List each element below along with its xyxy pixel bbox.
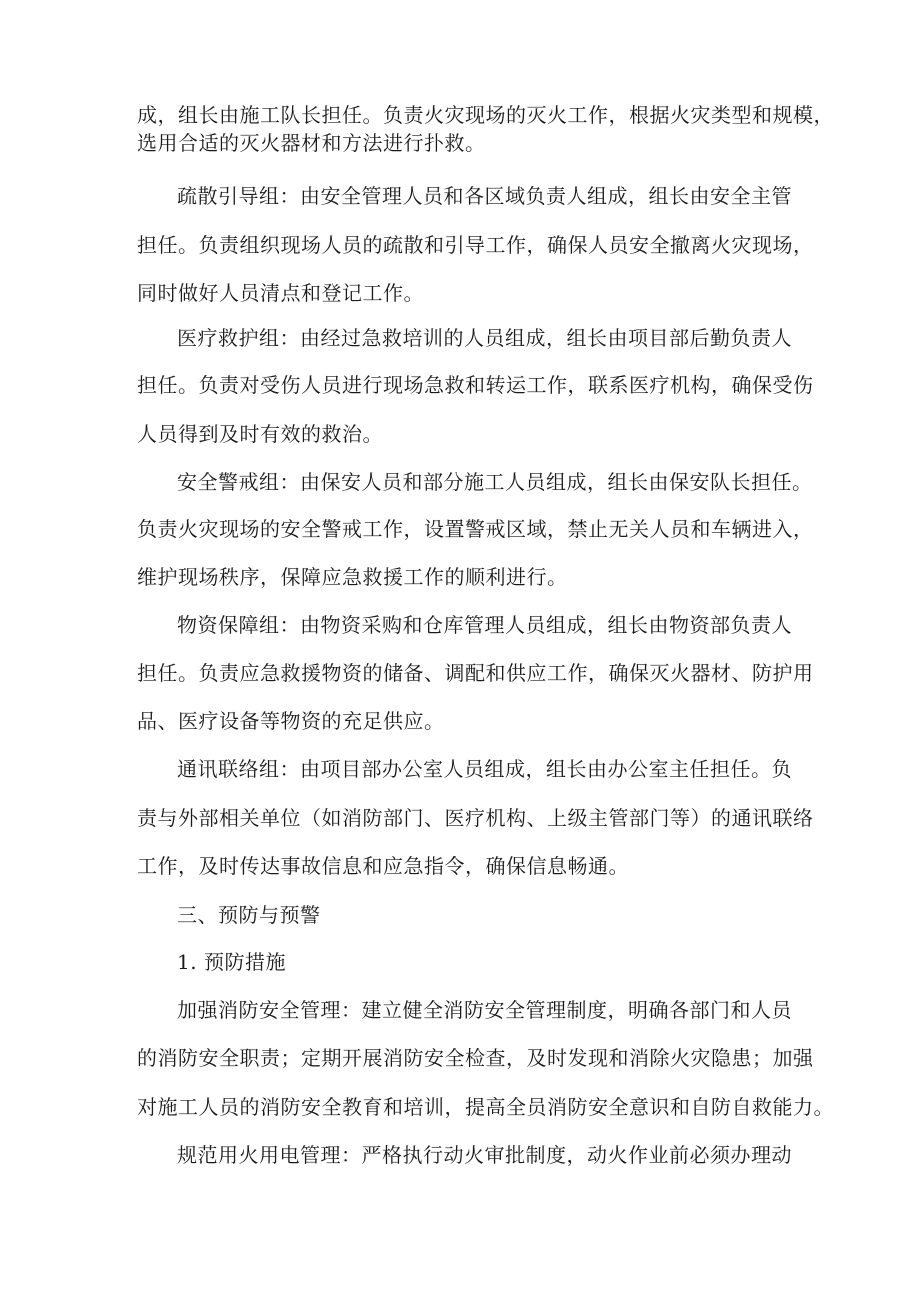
text-line: 担任。负责对受伤人员进行现场急救和转运工作，联系医疗机构，确保受伤 <box>137 373 814 397</box>
text-line: 选用合适的灭火器材和方法进行扑救。 <box>137 131 486 155</box>
subsection-heading: 1. 预防措施 <box>177 950 286 974</box>
paragraph-start-communication-group: 通讯联络组：由项目部办公室人员组成，组长由办公室主任担任。负 <box>177 757 792 781</box>
paragraph-start-security-group: 安全警戒组：由保安人员和部分施工人员组成，组长由保安队长担任。 <box>177 470 813 494</box>
text-line: 对施工人员的消防安全教育和培训，提高全员消防安全意识和自防自救能力。 <box>137 1095 834 1119</box>
paragraph-start-fire-electricity-management: 规范用火用电管理：严格执行动火审批制度，动火作业前必须办理动 <box>177 1143 792 1167</box>
text-line: 品、医疗设备等物资的充足供应。 <box>137 709 445 733</box>
text-line: 人员得到及时有效的救治。 <box>137 422 383 446</box>
text-line: 成，组长由施工队长担任。负责火灾现场的灭火工作，根据火灾类型和规模， <box>137 103 834 127</box>
paragraph-start-medical-group: 医疗救护组：由经过急救培训的人员组成，组长由项目部后勤负责人 <box>177 326 792 350</box>
text-line: 维护现场秩序，保障应急救援工作的顺利进行。 <box>137 565 568 589</box>
paragraph-start-supply-group: 物资保障组：由物资采购和仓库管理人员组成，组长由物资部负责人 <box>177 613 792 637</box>
text-line: 负责火灾现场的安全警戒工作，设置警戒区域，禁止无关人员和车辆进入， <box>137 517 814 541</box>
text-line: 同时做好人员清点和登记工作。 <box>137 281 424 305</box>
text-line: 工作，及时传达事故信息和应急指令，确保信息畅通。 <box>137 854 629 878</box>
paragraph-start-evacuation-group: 疏散引导组：由安全管理人员和各区域负责人组成，组长由安全主管 <box>177 184 792 208</box>
paragraph-start-fire-safety-management: 加强消防安全管理：建立健全消防安全管理制度，明确各部门和人员 <box>177 998 792 1022</box>
text-line: 担任。负责应急救援物资的储备、调配和供应工作，确保灭火器材、防护用 <box>137 661 814 685</box>
text-line: 责与外部相关单位（如消防部门、医疗机构、上级主管部门等）的通讯联络 <box>137 806 814 830</box>
text-line: 的消防安全职责；定期开展消防安全检查，及时发现和消除火灾隐患；加强 <box>137 1046 814 1070</box>
section-heading: 三、预防与预警 <box>177 903 321 927</box>
text-line: 担任。负责组织现场人员的疏散和引导工作，确保人员安全撤离火灾现场， <box>137 233 814 257</box>
